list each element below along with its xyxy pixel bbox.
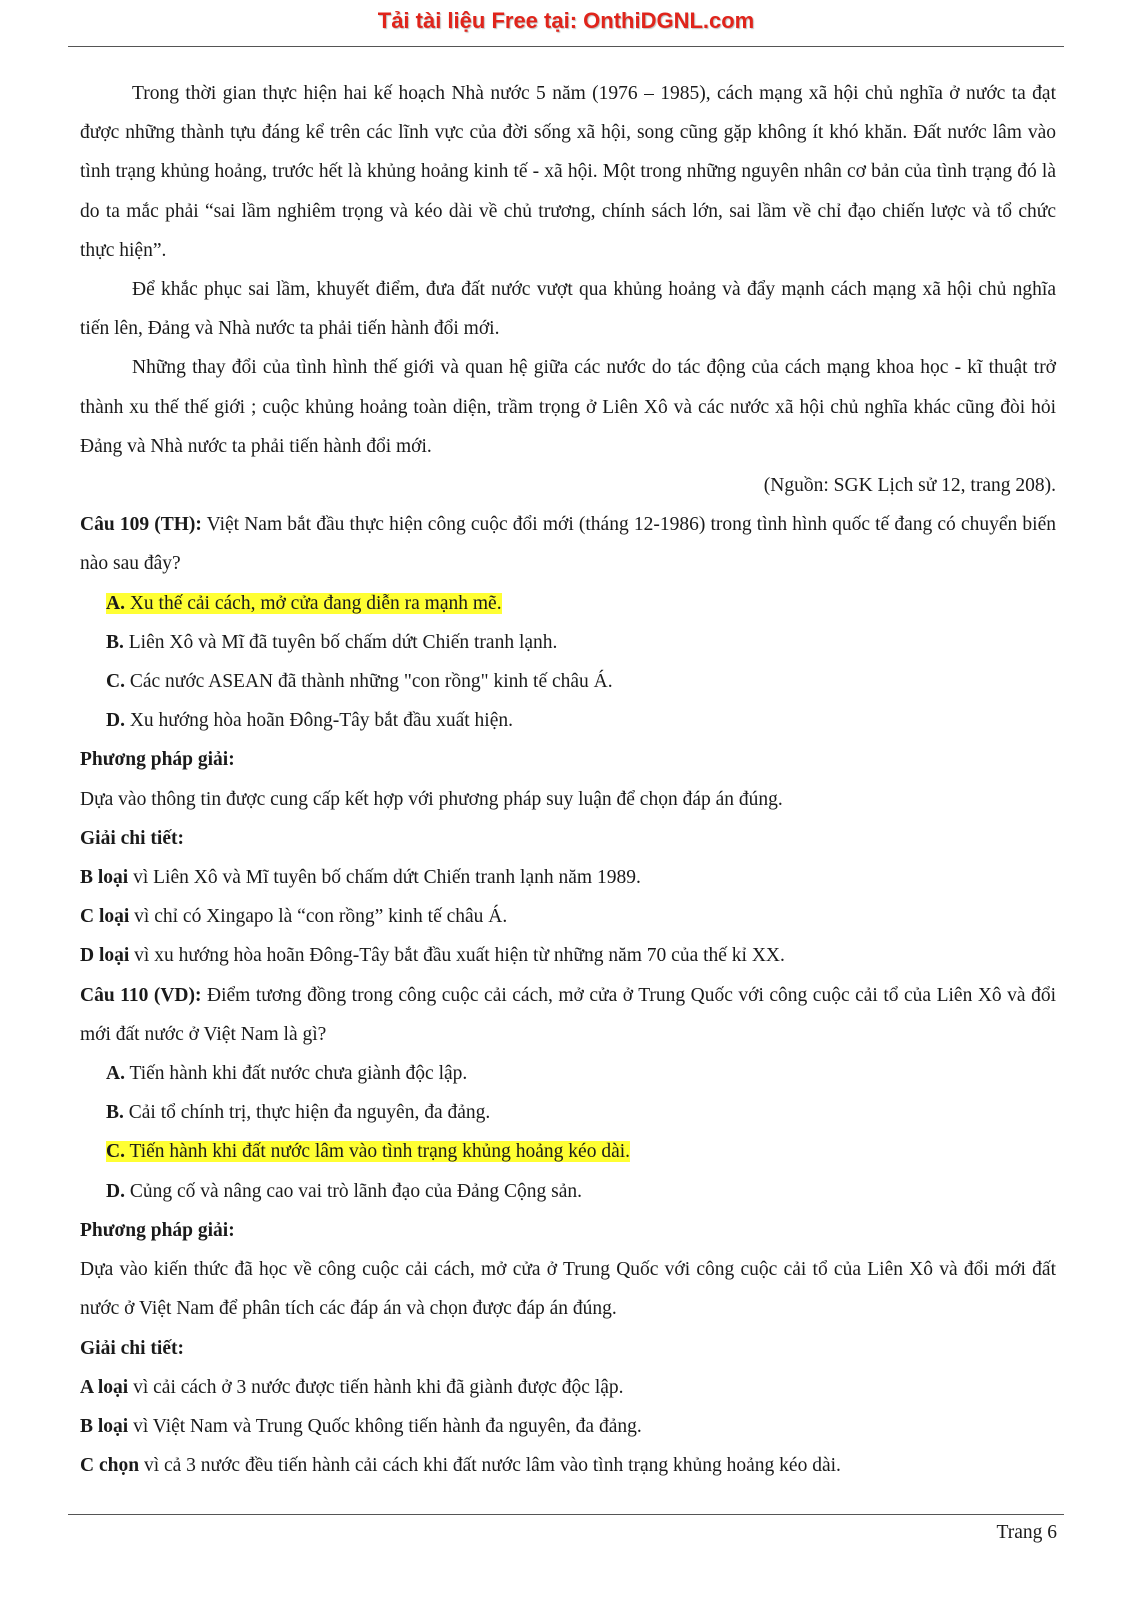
- q110-detail-1: [80, 1368, 1056, 1407]
- option-text: Tiến hành khi đất nước lâm vào tình trạng khủng hoảng kéo dài.: [124, 1141, 631, 1163]
- q110-option-a: [80, 1054, 1056, 1093]
- source-citation: (Nguồn: SGK Lịch sử 12, trang 208).: [763, 475, 1056, 497]
- q109-detail-3: [80, 936, 1056, 975]
- footer-divider: [68, 1514, 1064, 1515]
- q110-detail-2: [80, 1407, 1056, 1446]
- question-110: [80, 976, 1056, 1054]
- q110-option-b: [80, 1093, 1056, 1132]
- q110-option-c: [80, 1132, 1056, 1171]
- correct-answer-highlight: [106, 1141, 630, 1162]
- q109-detail-1: [80, 858, 1056, 897]
- option-text: Các nước ASEAN đã thành những "con rồng" kinh tế châu Á.: [124, 671, 613, 693]
- question-109-label: Câu 109 (TH):: [80, 514, 202, 536]
- question-109: [80, 505, 1056, 583]
- page-content: [80, 74, 1056, 1485]
- q110-detail-heading: [80, 1329, 1056, 1368]
- q109-method-text: Dựa vào thông tin được cung cấp kết hợp với phương pháp suy luận để chọn đáp án đúng.: [80, 788, 783, 810]
- option-letter: D.: [106, 1180, 125, 1202]
- passage-paragraph-3: Những thay đổi của tình hình thế giới và quan hệ giữa các nước do tác động của cách mạng khoa học - kĩ thuật trở thành xu thế thế giới ; cuộc khủng hoảng toàn diện, trầm trọng ở Liên Xô và các nước xã hội chủ nghĩa khác cũng đòi hỏi Đảng và Nhà nước ta phải tiến hành đổi mới.: [80, 357, 1056, 457]
- q110-method-heading: [80, 1211, 1056, 1250]
- detail-lead: C chọn: [80, 1455, 140, 1477]
- detail-lead: D loại: [80, 945, 130, 967]
- q109-detail-heading: [80, 819, 1056, 858]
- detail-lead: A loại: [80, 1376, 129, 1398]
- heading-text: Phương pháp giải:: [80, 749, 235, 771]
- question-110-label: Câu 110 (VD):: [80, 984, 202, 1006]
- option-letter: A.: [106, 1063, 125, 1085]
- q110-detail-3: [80, 1446, 1056, 1485]
- option-letter: A.: [106, 592, 125, 614]
- option-letter: B.: [106, 631, 124, 653]
- option-text: Cải tổ chính trị, thực hiện đa nguyên, đa đảng.: [123, 1102, 491, 1124]
- option-letter: D.: [106, 710, 125, 732]
- passage-paragraph-1: Trong thời gian thực hiện hai kế hoạch Nhà nước 5 năm (1976 – 1985), cách mạng xã hội chủ nghĩa ở nước ta đạt được những thành tựu đáng kể trên các lĩnh vực của đời sống xã hội, song cũng gặp không ít khó khăn. Đất nước lâm vào tình trạng khủng hoảng, trước hết là khủng hoảng kinh tế - xã hội. Một trong những nguyên nhân cơ bản của tình trạng đó là do ta mắc phải “sai lầm nghiêm trọng và kéo dài về chủ trương, chính sách lớn, sai lầm về chỉ đạo chiến lược và tổ chức thực hiện”.: [80, 83, 1056, 261]
- detail-lead: B loại: [80, 1415, 129, 1437]
- header-divider: [68, 46, 1064, 47]
- heading-text: Giải chi tiết:: [80, 1337, 184, 1359]
- detail-lead: B loại: [80, 867, 129, 889]
- q110-option-d: [80, 1172, 1056, 1211]
- option-letter: C.: [106, 1141, 125, 1163]
- question-109-text: Việt Nam bắt đầu thực hiện công cuộc đổi mới (tháng 12-1986) trong tình hình quốc tế đang có chuyển biến nào sau đây?: [80, 514, 1056, 575]
- q109-detail-2: [80, 897, 1056, 936]
- detail-text: vì chỉ có Xingapo là “con rồng” kinh tế châu Á.: [129, 906, 508, 928]
- q110-method-text: Dựa vào kiến thức đã học về công cuộc cải cách, mở cửa ở Trung Quốc với công cuộc cải tổ của Liên Xô và đổi mới đất nước ở Việt Nam để phân tích các đáp án và chọn được đáp án đúng.: [80, 1259, 1056, 1320]
- option-text: Liên Xô và Mĩ đã tuyên bố chấm dứt Chiến tranh lạnh.: [123, 631, 558, 653]
- q109-option-b: [80, 623, 1056, 662]
- option-text: Xu thế cải cách, mở cửa đang diễn ra mạnh mẽ.: [124, 592, 502, 614]
- question-110-text: Điểm tương đồng trong công cuộc cải cách, mở cửa ở Trung Quốc với công cuộc cải tổ của Liên Xô và đổi mới đất nước ở Việt Nam là gì?: [80, 984, 1056, 1045]
- option-letter: C.: [106, 671, 125, 693]
- detail-text: vì Liên Xô và Mĩ tuyên bố chấm dứt Chiến tranh lạnh năm 1989.: [128, 867, 641, 889]
- detail-text: vì xu hướng hòa hoãn Đông-Tây bắt đầu xuất hiện từ những năm 70 của thế kỉ XX.: [129, 945, 785, 967]
- detail-lead: C loại: [80, 906, 130, 928]
- detail-text: vì cả 3 nước đều tiến hành cải cách khi đất nước lâm vào tình trạng khủng hoảng kéo dài.: [139, 1455, 841, 1477]
- heading-text: Phương pháp giải:: [80, 1219, 235, 1241]
- option-text: Tiến hành khi đất nước chưa giành độc lập.: [124, 1063, 468, 1085]
- passage-paragraph-2: Để khắc phục sai lầm, khuyết điểm, đưa đất nước vượt qua khủng hoảng và đẩy mạnh cách mạng xã hội chủ nghĩa tiến lên, Đảng và Nhà nước ta phải tiến hành đổi mới.: [80, 279, 1056, 340]
- detail-text: vì Việt Nam và Trung Quốc không tiến hành đa nguyên, đa đảng.: [128, 1415, 642, 1437]
- q109-option-c: [80, 662, 1056, 701]
- page-number: Trang 6: [996, 1522, 1057, 1543]
- heading-text: Giải chi tiết:: [80, 827, 184, 849]
- correct-answer-highlight: [106, 593, 502, 614]
- detail-text: vì cải cách ở 3 nước được tiến hành khi đã giành được độc lập.: [128, 1376, 624, 1398]
- option-text: Xu hướng hòa hoãn Đông-Tây bắt đầu xuất hiện.: [124, 710, 514, 732]
- option-text: Củng cố và nâng cao vai trò lãnh đạo của Đảng Cộng sản.: [124, 1180, 583, 1202]
- q109-option-d: [80, 701, 1056, 740]
- q109-method-heading: [80, 740, 1056, 779]
- site-banner: Tải tài liệu Free tại: OnthiDGNL.com: [377, 8, 755, 33]
- q109-option-a: [80, 584, 1056, 623]
- option-letter: B.: [106, 1102, 124, 1124]
